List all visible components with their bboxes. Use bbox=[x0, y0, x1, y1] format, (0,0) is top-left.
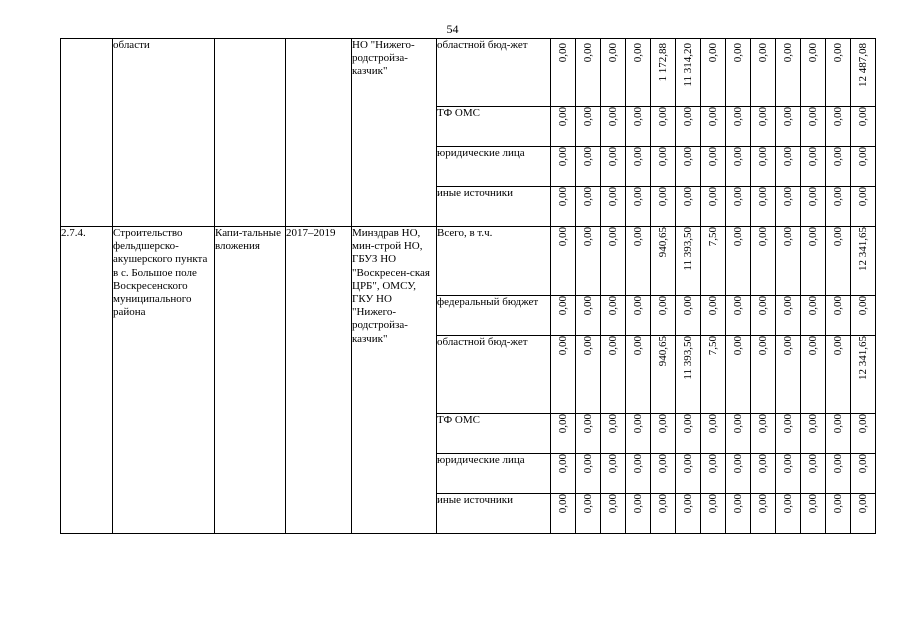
value-text: 0,00 bbox=[556, 107, 569, 127]
value-text: 0,00 bbox=[556, 187, 569, 207]
value-cell bbox=[701, 187, 726, 227]
value-text: 0,00 bbox=[656, 147, 669, 167]
value-text: 0,00 bbox=[831, 43, 844, 63]
value-cell bbox=[576, 414, 601, 454]
value-text: 0,00 bbox=[581, 43, 594, 63]
value-text: 0,00 bbox=[756, 336, 769, 356]
value-cell bbox=[676, 39, 701, 107]
value-text: 0,00 bbox=[706, 43, 719, 63]
value-text: 0,00 bbox=[856, 494, 869, 514]
value-cell bbox=[851, 414, 876, 454]
value-text: 0,00 bbox=[631, 454, 644, 474]
value-cell bbox=[601, 227, 626, 296]
value-text: 12 487,08 bbox=[856, 43, 869, 87]
value-cell bbox=[851, 147, 876, 187]
value-cell bbox=[626, 187, 651, 227]
value-cell bbox=[551, 494, 576, 534]
value-cell bbox=[551, 107, 576, 147]
value-text: 7,50 bbox=[706, 227, 719, 247]
row-number-cell bbox=[61, 39, 113, 227]
value-text: 0,00 bbox=[631, 107, 644, 127]
value-text: 0,00 bbox=[756, 227, 769, 247]
value-text: 0,00 bbox=[581, 454, 594, 474]
value-text: 0,00 bbox=[731, 296, 744, 316]
value-text: 0,00 bbox=[806, 414, 819, 434]
value-cell bbox=[626, 336, 651, 414]
value-cell bbox=[751, 336, 776, 414]
value-text: 0,00 bbox=[756, 187, 769, 207]
value-cell bbox=[776, 336, 801, 414]
value-cell bbox=[651, 296, 676, 336]
value-text: 0,00 bbox=[581, 494, 594, 514]
value-cell bbox=[626, 147, 651, 187]
value-cell bbox=[751, 107, 776, 147]
value-text: 0,00 bbox=[831, 147, 844, 167]
value-text: 0,00 bbox=[806, 107, 819, 127]
executor-cell: НО "Нижего-родстройза-казчик" bbox=[352, 39, 437, 227]
value-cell bbox=[801, 39, 826, 107]
value-text: 0,00 bbox=[656, 494, 669, 514]
value-text: 0,00 bbox=[756, 147, 769, 167]
value-text: 0,00 bbox=[806, 187, 819, 207]
value-cell bbox=[576, 39, 601, 107]
value-text: 0,00 bbox=[781, 227, 794, 247]
value-cell bbox=[651, 414, 676, 454]
value-text: 0,00 bbox=[831, 414, 844, 434]
value-text: 0,00 bbox=[606, 107, 619, 127]
value-text: 0,00 bbox=[581, 296, 594, 316]
value-text: 0,00 bbox=[831, 107, 844, 127]
value-cell bbox=[576, 107, 601, 147]
value-cell bbox=[726, 227, 751, 296]
value-cell bbox=[776, 296, 801, 336]
value-cell bbox=[776, 107, 801, 147]
value-cell bbox=[851, 107, 876, 147]
value-text: 0,00 bbox=[631, 187, 644, 207]
period-cell: 2017–2019 bbox=[286, 227, 352, 534]
funding-source-cell: федеральный бюджет bbox=[437, 296, 551, 336]
value-text: 0,00 bbox=[556, 227, 569, 247]
funding-source-cell: юридические лица bbox=[437, 147, 551, 187]
value-text: 0,00 bbox=[681, 414, 694, 434]
value-cell bbox=[626, 494, 651, 534]
value-cell bbox=[701, 39, 726, 107]
value-text: 0,00 bbox=[731, 187, 744, 207]
value-cell bbox=[676, 414, 701, 454]
value-text: 0,00 bbox=[806, 227, 819, 247]
value-cell bbox=[726, 336, 751, 414]
value-text: 0,00 bbox=[631, 227, 644, 247]
value-text: 0,00 bbox=[681, 454, 694, 474]
value-text: 0,00 bbox=[781, 187, 794, 207]
value-text: 0,00 bbox=[581, 147, 594, 167]
value-text: 0,00 bbox=[731, 494, 744, 514]
value-cell bbox=[701, 107, 726, 147]
value-text: 0,00 bbox=[831, 187, 844, 207]
value-text: 0,00 bbox=[731, 107, 744, 127]
value-text: 0,00 bbox=[556, 296, 569, 316]
value-cell bbox=[826, 107, 851, 147]
funding-source-cell: ТФ ОМС bbox=[437, 107, 551, 147]
value-cell bbox=[801, 296, 826, 336]
value-text: 0,00 bbox=[831, 296, 844, 316]
value-text: 0,00 bbox=[781, 296, 794, 316]
value-text: 0,00 bbox=[756, 43, 769, 63]
value-cell bbox=[826, 494, 851, 534]
value-cell bbox=[601, 494, 626, 534]
value-cell bbox=[801, 454, 826, 494]
value-cell bbox=[801, 494, 826, 534]
value-cell bbox=[826, 147, 851, 187]
value-cell bbox=[601, 187, 626, 227]
value-text: 940,65 bbox=[656, 336, 669, 367]
value-cell bbox=[751, 187, 776, 227]
funding-source-cell: областной бюд-жет bbox=[437, 39, 551, 107]
value-text: 0,00 bbox=[856, 107, 869, 127]
value-cell bbox=[551, 454, 576, 494]
value-cell bbox=[826, 296, 851, 336]
value-cell bbox=[601, 296, 626, 336]
value-cell bbox=[551, 227, 576, 296]
value-cell bbox=[801, 227, 826, 296]
value-cell bbox=[826, 39, 851, 107]
investment-type-cell bbox=[215, 39, 286, 227]
value-cell bbox=[726, 494, 751, 534]
value-text: 0,00 bbox=[781, 414, 794, 434]
value-cell bbox=[701, 296, 726, 336]
value-text: 0,00 bbox=[831, 336, 844, 356]
value-text: 0,00 bbox=[856, 187, 869, 207]
value-text: 0,00 bbox=[631, 494, 644, 514]
value-text: 0,00 bbox=[806, 147, 819, 167]
value-cell bbox=[701, 454, 726, 494]
value-cell bbox=[726, 296, 751, 336]
value-text: 0,00 bbox=[731, 414, 744, 434]
value-text: 0,00 bbox=[706, 107, 719, 127]
value-text: 0,00 bbox=[856, 147, 869, 167]
value-text: 0,00 bbox=[606, 43, 619, 63]
value-cell bbox=[676, 227, 701, 296]
value-text: 0,00 bbox=[656, 454, 669, 474]
value-text: 0,00 bbox=[706, 494, 719, 514]
value-text: 0,00 bbox=[631, 336, 644, 356]
value-cell bbox=[676, 336, 701, 414]
value-cell bbox=[751, 227, 776, 296]
value-text: 0,00 bbox=[831, 227, 844, 247]
value-text: 0,00 bbox=[731, 336, 744, 356]
value-text: 0,00 bbox=[756, 107, 769, 127]
value-cell bbox=[651, 454, 676, 494]
value-cell bbox=[851, 296, 876, 336]
value-text: 0,00 bbox=[706, 454, 719, 474]
table-row bbox=[61, 39, 876, 107]
value-cell bbox=[601, 336, 626, 414]
value-cell bbox=[676, 147, 701, 187]
value-text: 0,00 bbox=[706, 296, 719, 316]
value-text: 0,00 bbox=[606, 454, 619, 474]
value-cell bbox=[826, 414, 851, 454]
value-text: 0,00 bbox=[706, 187, 719, 207]
value-text: 0,00 bbox=[556, 43, 569, 63]
value-text: 0,00 bbox=[631, 414, 644, 434]
value-text: 0,00 bbox=[556, 454, 569, 474]
value-text: 11 393,50 bbox=[681, 336, 694, 380]
value-cell bbox=[576, 454, 601, 494]
value-text: 0,00 bbox=[631, 296, 644, 316]
value-cell bbox=[651, 107, 676, 147]
value-cell bbox=[826, 336, 851, 414]
funding-source-cell: Всего, в т.ч. bbox=[437, 227, 551, 296]
executor-cell: Минздрав НО, мин-строй НО, ГБУЗ НО "Воскресен-ская ЦРБ", ОМСУ, ГКУ НО "Нижего-родстройза-казчик" bbox=[352, 227, 437, 534]
value-text: 0,00 bbox=[681, 296, 694, 316]
value-text: 0,00 bbox=[556, 336, 569, 356]
funding-source-cell: юридические лица bbox=[437, 454, 551, 494]
value-text: 0,00 bbox=[581, 336, 594, 356]
value-text: 0,00 bbox=[856, 296, 869, 316]
funding-source-cell: ТФ ОМС bbox=[437, 414, 551, 454]
value-cell bbox=[601, 39, 626, 107]
funding-source-cell: иные источники bbox=[437, 494, 551, 534]
value-text: 0,00 bbox=[681, 494, 694, 514]
value-cell bbox=[851, 187, 876, 227]
value-text: 12 341,65 bbox=[856, 336, 869, 380]
value-cell bbox=[726, 414, 751, 454]
value-text: 0,00 bbox=[831, 494, 844, 514]
value-cell bbox=[651, 336, 676, 414]
value-cell bbox=[751, 414, 776, 454]
value-text: 0,00 bbox=[556, 494, 569, 514]
value-cell bbox=[701, 227, 726, 296]
program-name-cell: области bbox=[113, 39, 215, 227]
value-cell bbox=[801, 147, 826, 187]
funding-source-cell: иные источники bbox=[437, 187, 551, 227]
value-text: 0,00 bbox=[581, 414, 594, 434]
value-cell bbox=[851, 494, 876, 534]
value-text: 1 172,88 bbox=[656, 43, 669, 82]
value-cell bbox=[576, 147, 601, 187]
value-cell bbox=[576, 187, 601, 227]
value-text: 0,00 bbox=[606, 187, 619, 207]
value-text: 0,00 bbox=[556, 414, 569, 434]
value-text: 0,00 bbox=[656, 414, 669, 434]
value-cell bbox=[626, 454, 651, 494]
value-text: 0,00 bbox=[681, 187, 694, 207]
value-text: 0,00 bbox=[756, 296, 769, 316]
row-number-cell: 2.7.4. bbox=[61, 227, 113, 534]
value-text: 0,00 bbox=[731, 43, 744, 63]
table-row bbox=[61, 227, 876, 296]
value-text: 11 314,20 bbox=[681, 43, 694, 87]
value-text: 0,00 bbox=[656, 107, 669, 127]
value-cell bbox=[751, 296, 776, 336]
value-text: 940,65 bbox=[656, 227, 669, 258]
value-cell bbox=[601, 147, 626, 187]
value-cell bbox=[551, 187, 576, 227]
value-cell bbox=[851, 227, 876, 296]
value-cell bbox=[751, 39, 776, 107]
value-cell bbox=[701, 147, 726, 187]
value-text: 0,00 bbox=[806, 454, 819, 474]
value-cell bbox=[776, 187, 801, 227]
value-text: 0,00 bbox=[781, 43, 794, 63]
value-cell bbox=[726, 187, 751, 227]
value-cell bbox=[676, 187, 701, 227]
value-cell bbox=[676, 107, 701, 147]
value-cell bbox=[551, 336, 576, 414]
value-text: 0,00 bbox=[631, 43, 644, 63]
value-cell bbox=[726, 454, 751, 494]
value-cell bbox=[551, 414, 576, 454]
value-text: 0,00 bbox=[781, 107, 794, 127]
value-text: 0,00 bbox=[581, 227, 594, 247]
value-cell bbox=[701, 494, 726, 534]
value-cell bbox=[801, 187, 826, 227]
value-cell bbox=[776, 39, 801, 107]
value-cell bbox=[601, 454, 626, 494]
value-text: 0,00 bbox=[856, 454, 869, 474]
value-text: 0,00 bbox=[606, 296, 619, 316]
value-text: 0,00 bbox=[681, 147, 694, 167]
value-text: 0,00 bbox=[556, 147, 569, 167]
value-text: 12 341,65 bbox=[856, 227, 869, 271]
value-cell bbox=[626, 107, 651, 147]
value-cell bbox=[801, 414, 826, 454]
value-cell bbox=[751, 494, 776, 534]
value-cell bbox=[676, 454, 701, 494]
value-text: 0,00 bbox=[781, 494, 794, 514]
value-text: 0,00 bbox=[756, 414, 769, 434]
page-number: 54 bbox=[446, 22, 459, 36]
value-cell bbox=[851, 454, 876, 494]
financing-table bbox=[60, 38, 876, 534]
value-text: 0,00 bbox=[781, 454, 794, 474]
value-text: 0,00 bbox=[606, 336, 619, 356]
value-cell bbox=[726, 147, 751, 187]
value-cell bbox=[626, 39, 651, 107]
program-name-cell: Строительство фельдшерско-акушерского пункта в с. Большое поле Воскресенского муниципального района bbox=[113, 227, 215, 534]
value-text: 0,00 bbox=[606, 494, 619, 514]
value-cell bbox=[701, 414, 726, 454]
value-text: 0,00 bbox=[781, 336, 794, 356]
value-cell bbox=[651, 227, 676, 296]
value-text: 0,00 bbox=[831, 454, 844, 474]
value-text: 0,00 bbox=[806, 296, 819, 316]
value-text: 0,00 bbox=[606, 147, 619, 167]
value-text: 0,00 bbox=[806, 494, 819, 514]
value-text: 0,00 bbox=[806, 336, 819, 356]
value-cell bbox=[601, 414, 626, 454]
value-cell bbox=[676, 494, 701, 534]
value-text: 7,50 bbox=[706, 336, 719, 356]
value-cell bbox=[626, 227, 651, 296]
value-text: 0,00 bbox=[656, 296, 669, 316]
period-cell bbox=[286, 39, 352, 227]
value-cell bbox=[651, 187, 676, 227]
value-cell bbox=[651, 494, 676, 534]
value-cell bbox=[801, 107, 826, 147]
value-text: 0,00 bbox=[656, 187, 669, 207]
value-text: 0,00 bbox=[581, 107, 594, 127]
value-cell bbox=[551, 147, 576, 187]
value-cell bbox=[576, 494, 601, 534]
value-cell bbox=[826, 187, 851, 227]
value-text: 0,00 bbox=[706, 414, 719, 434]
value-cell bbox=[651, 147, 676, 187]
value-text: 11 393,50 bbox=[681, 227, 694, 271]
value-cell bbox=[551, 296, 576, 336]
value-cell bbox=[776, 147, 801, 187]
value-cell bbox=[776, 454, 801, 494]
value-cell bbox=[751, 454, 776, 494]
value-text: 0,00 bbox=[706, 147, 719, 167]
value-cell bbox=[826, 227, 851, 296]
value-text: 0,00 bbox=[731, 227, 744, 247]
value-text: 0,00 bbox=[781, 147, 794, 167]
value-cell bbox=[851, 39, 876, 107]
value-text: 0,00 bbox=[731, 454, 744, 474]
value-text: 0,00 bbox=[581, 187, 594, 207]
value-text: 0,00 bbox=[606, 227, 619, 247]
value-cell bbox=[676, 296, 701, 336]
value-cell bbox=[701, 336, 726, 414]
value-cell bbox=[576, 227, 601, 296]
value-text: 0,00 bbox=[806, 43, 819, 63]
value-text: 0,00 bbox=[606, 414, 619, 434]
value-cell bbox=[801, 336, 826, 414]
value-cell bbox=[576, 336, 601, 414]
value-cell bbox=[851, 336, 876, 414]
value-cell bbox=[651, 39, 676, 107]
value-text: 0,00 bbox=[681, 107, 694, 127]
value-cell bbox=[551, 39, 576, 107]
value-text: 0,00 bbox=[856, 414, 869, 434]
value-cell bbox=[626, 296, 651, 336]
funding-source-cell: областной бюд-жет bbox=[437, 336, 551, 414]
value-cell bbox=[826, 454, 851, 494]
value-cell bbox=[576, 296, 601, 336]
value-cell bbox=[726, 39, 751, 107]
value-cell bbox=[776, 414, 801, 454]
value-cell bbox=[751, 147, 776, 187]
value-cell bbox=[776, 494, 801, 534]
value-cell bbox=[626, 414, 651, 454]
value-text: 0,00 bbox=[756, 454, 769, 474]
value-cell bbox=[726, 107, 751, 147]
value-text: 0,00 bbox=[631, 147, 644, 167]
value-text: 0,00 bbox=[731, 147, 744, 167]
investment-type-cell: Капи-тальные вложения bbox=[215, 227, 286, 534]
value-text: 0,00 bbox=[756, 494, 769, 514]
value-cell bbox=[776, 227, 801, 296]
value-cell bbox=[601, 107, 626, 147]
